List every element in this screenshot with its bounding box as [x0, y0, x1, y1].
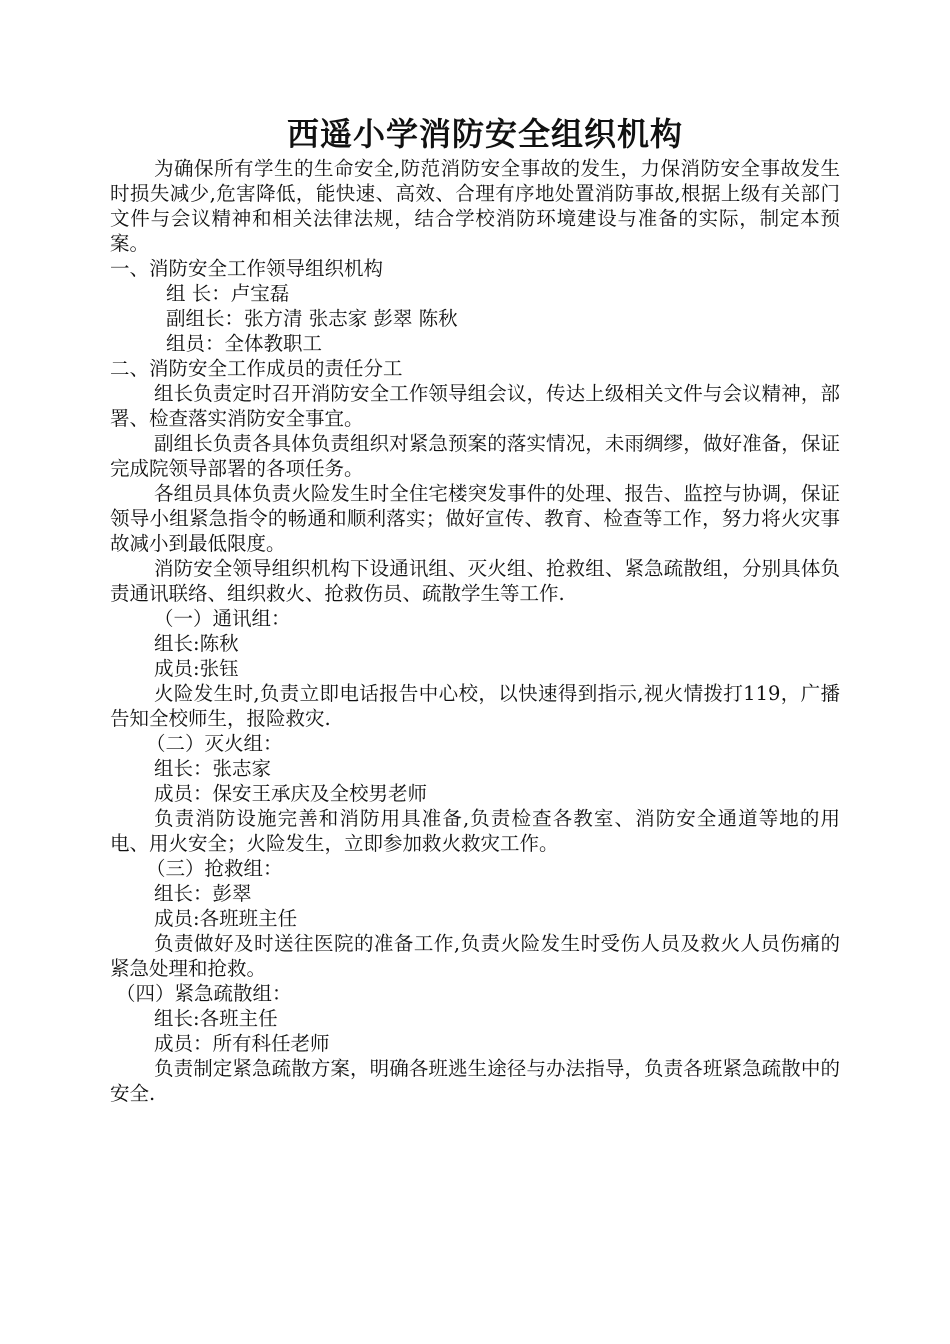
- leader-line: 组 长：卢宝磊: [166, 282, 290, 305]
- section-heading-leadership: 一、消防安全工作领导组织机构: [110, 257, 384, 280]
- document-body: [110, 112, 840, 1106]
- page-title: 西遥小学消防安全组织机构: [286, 115, 683, 153]
- group-heading-evacuation: （四）紧急疏散组：: [116, 982, 292, 1005]
- leader-duty-paragraph: 组长负责定时召开消防安全工作领导组会议，传达上级相关文件与会议精神，部署、检查落实消防安全事宜。: [110, 382, 840, 430]
- deputy-duty-paragraph: 副组长负责各具体负责组织对紧急预案的落实情况，未雨绸缪，做好准备，保证完成院领导部署的各项任务。: [110, 432, 840, 480]
- group-duty: 火险发生时,负责立即电话报告中心校，以快速得到指示,视火情拨打119，广播告知全校师生，报险救灾.: [110, 682, 840, 730]
- group-leader: 组长：彭翠: [154, 882, 252, 905]
- group-heading-firefighting: （二）灭火组：: [146, 732, 283, 755]
- group-members: 成员：保安王承庆及全校男老师: [154, 782, 428, 805]
- intro-paragraph: 为确保所有学生的生命安全,防范消防安全事故的发生，力保消防安全事故发生时损失减少,危害降低，能快速、高效、合理有序地处置消防事故,根据上级有关部门文件与会议精神和相关法律法规，结合学校消防环境建设与准备的实际，制定本预案。: [110, 157, 840, 255]
- section-heading-responsibilities: 二、消防安全工作成员的责任分工: [110, 357, 403, 380]
- group-members: 成员：所有科任老师: [154, 1032, 330, 1055]
- members-line: 组员：全体教职工: [166, 332, 323, 355]
- deputy-leader-line: 副组长：张方清 张志家 彭翠 陈秋: [166, 307, 458, 330]
- group-duty: 负责消防设施完善和消防用具准备,负责检查各教室、消防安全通道等地的用电、用火安全；火险发生，立即参加救火救灾工作。: [110, 807, 840, 855]
- subgroups-paragraph: 消防安全领导组织机构下设通讯组、灭火组、抢救组、紧急疏散组，分别具体负责通讯联络、组织救火、抢救伤员、疏散学生等工作.: [110, 557, 840, 605]
- group-duty: 负责做好及时送往医院的准备工作,负责火险发生时受伤人员及救火人员伤痛的紧急处理和抢救。: [110, 932, 840, 980]
- group-heading-rescue: （三）抢救组：: [146, 857, 283, 880]
- members-duty-paragraph: 各组员具体负责火险发生时全住宅楼突发事件的处理、报告、监控与协调，保证领导小组紧急指令的畅通和顺利落实；做好宣传、教育、检查等工作，努力将火灾事故减小到最低限度。: [110, 482, 840, 555]
- group-leader: 组长:各班主任: [154, 1007, 278, 1030]
- group-members: 成员:张钰: [154, 657, 239, 680]
- group-leader: 组长:陈秋: [154, 632, 239, 655]
- group-heading-communication: （一）通讯组：: [154, 607, 291, 630]
- group-leader: 组长：张志家: [154, 757, 272, 780]
- group-duty: 负责制定紧急疏散方案，明确各班逃生途径与办法指导，负责各班紧急疏散中的安全.: [110, 1057, 840, 1105]
- group-members: 成员:各班班主任: [154, 907, 298, 930]
